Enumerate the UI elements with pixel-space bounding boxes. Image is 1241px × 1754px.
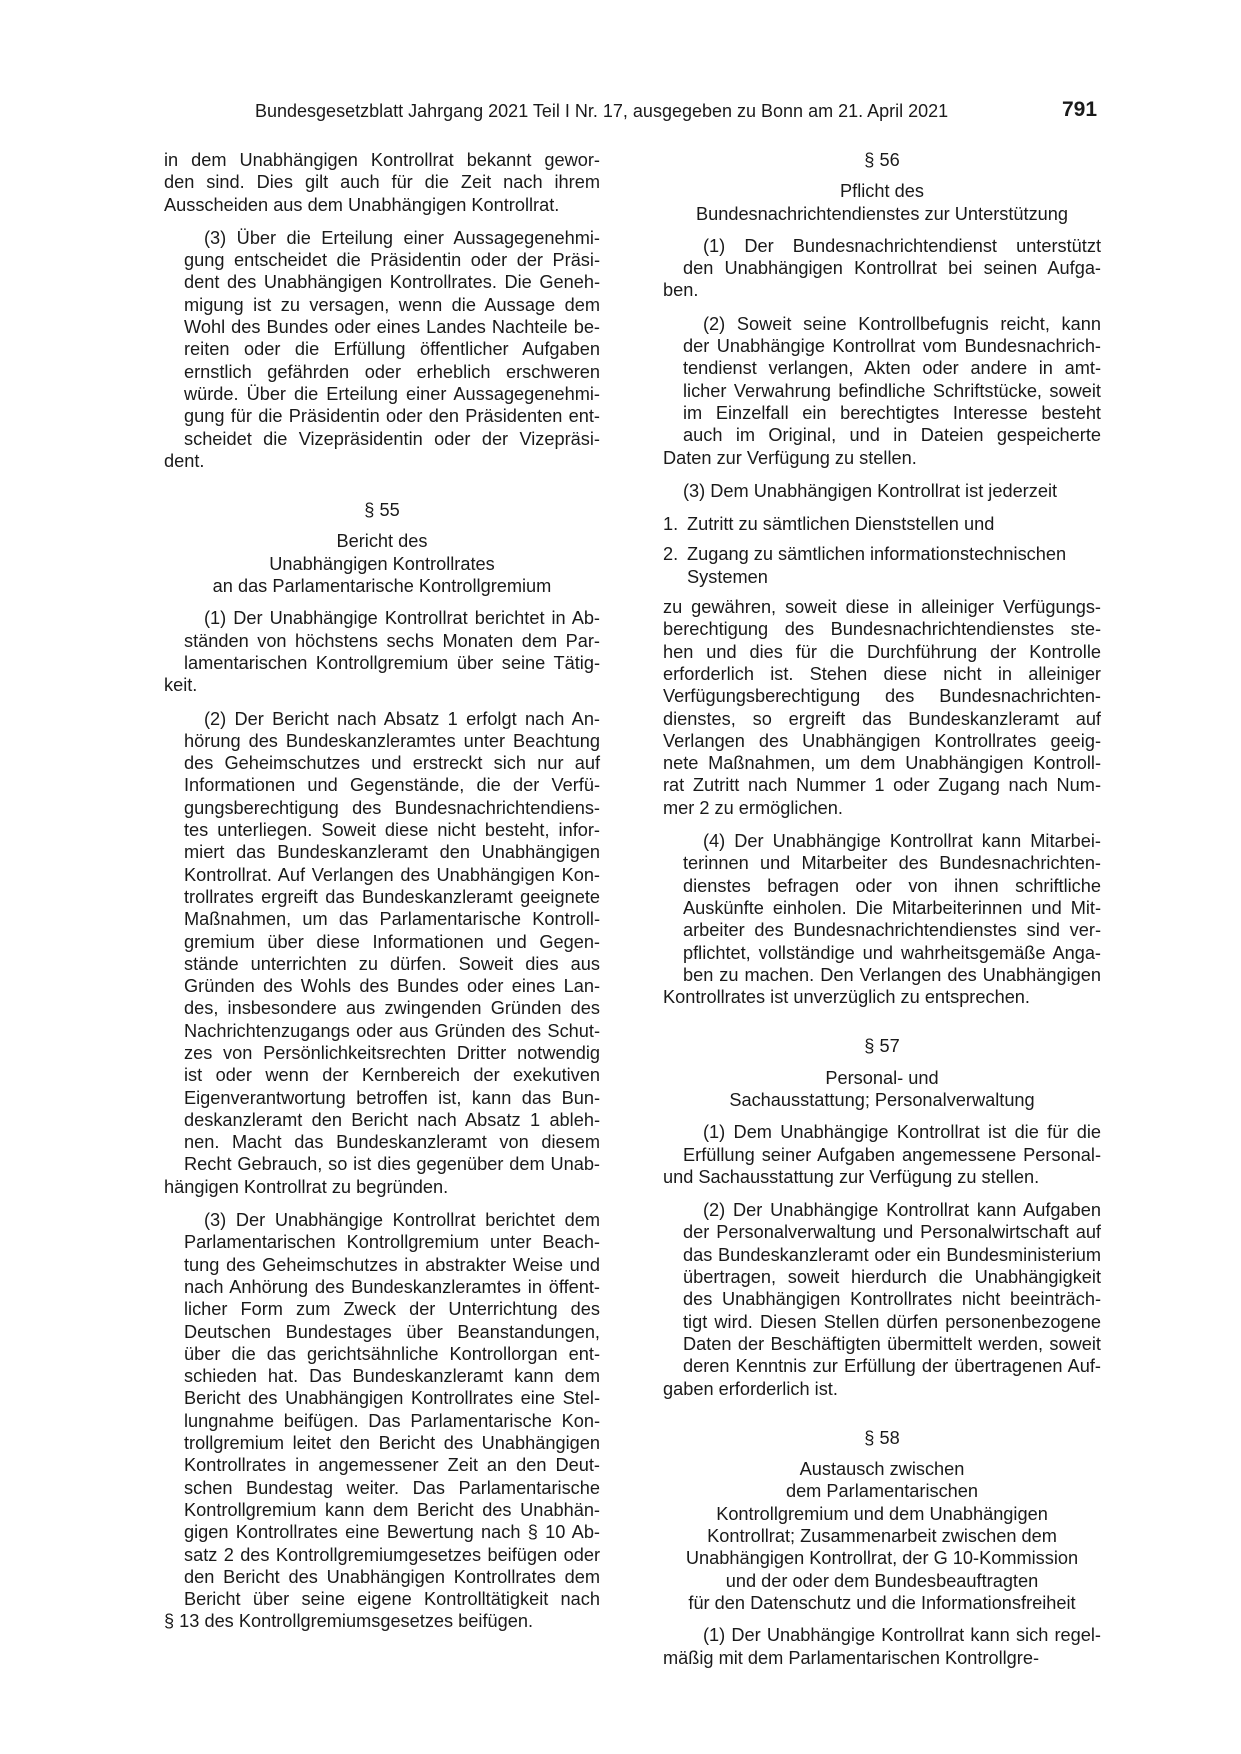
section-number: § 55 [364, 500, 400, 521]
text-line: ständen von höchstens sechs Monaten dem Par- [184, 630, 600, 651]
title-line: Bericht des [336, 531, 428, 552]
text-line: dent. [164, 450, 205, 471]
title-line: Personal- und [825, 1067, 939, 1088]
text-line: zu gewähren, soweit diese in alleiniger Verfügungs- [663, 597, 1101, 618]
paragraph [663, 313, 1101, 469]
text-line: trollgremium leitet den Bericht des Unabhängigen [184, 1433, 600, 1454]
paragraph [164, 607, 600, 696]
paragraph [663, 1624, 1101, 1669]
page-number: 791 [1062, 98, 1098, 121]
text-line: tes unterliegen. Soweit diese nicht besteht, infor- [184, 820, 600, 841]
text-line: (3) Über die Erteilung einer Aussagegenehmi- [204, 227, 600, 248]
title-line: Austausch zwischen [799, 1459, 965, 1480]
text-line: miert das Bundeskanzleramt den Unabhängigen [184, 842, 600, 863]
text-line: reiten oder die Erfüllung öffentlicher Aufgaben [184, 339, 600, 360]
text-line: nach Anhörung des Bundeskanzleramtes in öffent- [184, 1276, 600, 1297]
text-line: der Personalverwaltung und Personalwirtschaft auf [683, 1222, 1101, 1243]
text-line: das Bundeskanzleramt oder ein Bundesministerium [683, 1244, 1101, 1265]
text-line: Zutritt zu sämtlichen Dienststellen und [687, 514, 995, 535]
text-line: satz 2 des Kontrollgremiumgesetzes beifügen oder [184, 1544, 600, 1565]
text-line: übertragen, soweit hierdurch die Unabhängigkeit [683, 1267, 1101, 1288]
text-line: scheidet die Vizepräsidentin oder der Vizepräsi- [184, 428, 600, 449]
text-line: schen Bundestag weiter. Das Parlamentarische [184, 1477, 600, 1498]
paragraph [663, 596, 1101, 819]
text-line: rat Zutritt nach Nummer 1 oder Zugang nach Num- [663, 775, 1101, 796]
title-line: Kontrollrat; Zusammenarbeit zwischen dem [707, 1526, 1057, 1547]
text-line: dent des Unabhängigen Kontrollrates. Die Geneh- [184, 272, 600, 293]
paragraph [663, 235, 1101, 302]
text-line: Deutschen Bundestages über Beanstandungen, [184, 1321, 600, 1342]
text-line: Eigenverantwortung betroffen ist, kann das Bun- [184, 1087, 600, 1108]
text-line: lungnahme beifügen. Das Parlamentarische Kon- [184, 1410, 600, 1431]
text-line: deren Kenntnis zur Erfüllung der übertragenen Auf- [683, 1356, 1101, 1377]
text-line: (4) Der Unabhängige Kontrollrat kann Mitarbei- [703, 831, 1101, 852]
text-line: tung des Geheimschutzes in abstrakter Weise und [184, 1254, 600, 1275]
text-line: Daten der Beschäftigten übermittelt werden, soweit [683, 1333, 1101, 1354]
text-line: dienstes, so ergreift das Bundeskanzleramt auf [663, 708, 1101, 729]
paragraph [164, 1209, 600, 1633]
text-line: Kontrollgremium kann dem Bericht des Unabhän- [184, 1499, 600, 1520]
text-line: erforderlich ist. Stehen diese nicht in alleiniger [663, 663, 1101, 684]
list-item-number: 1. [663, 514, 679, 535]
text-line: gung für die Präsidentin oder den Präsidenten ent- [184, 406, 600, 427]
text-line: Bericht über seine eigene Kontrolltätigkeit nach [184, 1589, 600, 1610]
text-line: der Unabhängige Kontrollrat vom Bundesnachrich- [683, 336, 1101, 357]
paragraph [663, 1121, 1101, 1188]
text-line: tigt wird. Diesen Stellen dürfen personenbezogene [683, 1311, 1101, 1332]
text-line: hen und dies für die Durchführung der Kontrolle [663, 641, 1101, 662]
paragraph [663, 1199, 1101, 1400]
text-line: schieden hat. Das Bundeskanzleramt kann dem [184, 1366, 600, 1387]
text-line: (3) Der Unabhängige Kontrollrat berichtet dem [204, 1210, 600, 1231]
text-line: gungsberechtigung des Bundesnachrichtendiens- [184, 797, 600, 818]
text-line: § 13 des Kontrollgremiumsgesetzes beifügen. [164, 1611, 534, 1632]
title-line: für den Datenschutz und die Informationsfreiheit [688, 1592, 1076, 1613]
title-line: Unabhängigen Kontrollrat, der G 10-Kommission [685, 1548, 1079, 1569]
text-line: Auskünfte einholen. Die Mitarbeiterinnen und Mit- [683, 897, 1101, 918]
section-number: § 58 [864, 1427, 900, 1448]
text-line: den Unabhängigen Kontrollrat bei seinen Aufga- [683, 258, 1101, 279]
section-title [663, 180, 1101, 225]
list-item [663, 543, 1101, 588]
text-line: Parlamentarischen Kontrollgremium unter Beach- [184, 1232, 600, 1253]
text-line: terinnen und Mitarbeiter des Bundesnachrichten- [683, 853, 1101, 874]
text-line: trollrates ergreift das Bundeskanzleramt geeignete [184, 886, 600, 907]
text-line: Zugang zu sämtlichen informationstechnischen [687, 544, 1067, 565]
section-title [663, 1458, 1101, 1614]
text-line: mäßig mit dem Parlamentarischen Kontrollgre- [663, 1647, 1040, 1668]
paragraph [164, 708, 600, 1199]
text-line: (1) Dem Unabhängige Kontrollrat ist die für die [703, 1122, 1101, 1143]
text-line: des, insbesondere aus zwingenden Gründen des [184, 998, 600, 1019]
text-line: stände unterrichten zu dürfen. Soweit dies aus [184, 953, 600, 974]
numbered-list [663, 513, 1101, 588]
text-line: migung ist zu versagen, wenn die Aussage dem [184, 294, 600, 315]
text-line: gung entscheidet die Präsidentin oder der Präsi- [184, 250, 600, 271]
text-line: hörung des Bundeskanzleramtes unter Beachtung [184, 730, 600, 751]
list-item-text [687, 544, 1066, 586]
text-line: nen. Macht das Bundeskanzleramt von diesem [184, 1132, 600, 1153]
section-title [164, 530, 600, 597]
text-line: hängigen Kontrollrat zu begründen. [164, 1176, 449, 1197]
text-line: den sind. Dies gilt auch für die Zeit nach ihrem [164, 172, 600, 193]
text-line: Nachrichtenzugangs oder aus Gründen des Schut- [184, 1020, 600, 1041]
text-line: (2) Der Unabhängige Kontrollrat kann Aufgaben [703, 1200, 1101, 1221]
text-line: ernstlich gefährden oder erheblich erschweren [184, 361, 600, 382]
text-line: licher Form zum Zweck der Unterrichtung des [184, 1299, 600, 1320]
text-line: licher Verwahrung befindliche Schriftstücke, soweit [683, 380, 1101, 401]
text-line: (2) Der Bericht nach Absatz 1 erfolgt nach An- [204, 708, 600, 729]
text-line: Daten zur Verfügung zu stellen. [663, 447, 917, 468]
text-line: Ausscheiden aus dem Unabhängigen Kontrollrat. [164, 194, 560, 215]
title-line: dem Parlamentarischen [785, 1481, 979, 1502]
text-line: nete Maßnahmen, um dem Unabhängigen Kontroll- [663, 753, 1101, 774]
text-line: Systemen [687, 566, 768, 587]
text-line: Bericht des Unabhängigen Kontrollrates eine Stel- [184, 1388, 600, 1409]
text-line: des Geheimschutzes und erstreckt sich nur auf [184, 753, 600, 774]
title-line: Bundesnachrichtendienstes zur Unterstützung [695, 203, 1069, 224]
title-line: Unabhängigen Kontrollrates [269, 553, 495, 574]
text-line: Wohl des Bundes oder eines Landes Nachteile be- [184, 317, 600, 338]
section-number: § 57 [864, 1036, 900, 1057]
text-line: des Unabhängigen Kontrollrates nicht beeinträch- [683, 1289, 1101, 1310]
text-line: (1) Der Bundesnachrichtendienst unterstützt [703, 235, 1101, 256]
text-line: Verlangen des Unabhängigen Kontrollrates geeig- [663, 730, 1101, 751]
text-line: deskanzleramt den Bericht nach Absatz 1 ableh- [184, 1109, 600, 1130]
text-line: tendienst verlangen, Akten oder andere in amt- [683, 358, 1101, 379]
paragraph [663, 830, 1101, 1008]
list-item [663, 513, 1101, 535]
text-line: auch im Original, und in Dateien gespeicherte [683, 425, 1101, 446]
paragraph [164, 227, 600, 472]
text-line: Maßnahmen, um das Parlamentarische Kontroll- [184, 909, 600, 930]
text-line: (1) Der Unabhängige Kontrollrat kann sich regel- [703, 1625, 1101, 1646]
paragraph: (3) Dem Unabhängigen Kontrollrat ist jederzeit [683, 480, 1058, 501]
title-line: Kontrollgremium und dem Unabhängigen [716, 1503, 1048, 1524]
text-line: ben zu machen. Den Verlangen des Unabhängigen [683, 964, 1101, 985]
section-number: § 56 [864, 150, 900, 170]
text-line: über die das gerichtsähnliche Kontrollorgan ent- [184, 1343, 600, 1364]
text-line: gaben erforderlich ist. [663, 1378, 838, 1399]
text-line: lamentarischen Kontrollgremium über seine Tätig- [184, 652, 600, 673]
text-line: Erfüllung seiner Aufgaben angemessene Personal- [683, 1144, 1101, 1165]
text-line: gigen Kontrollrates eine Bewertung nach § 10 Ab- [184, 1522, 600, 1543]
text-line: ist oder wenn der Kernbereich der exekutiven [184, 1065, 600, 1086]
paragraph [164, 149, 600, 216]
title-line: und der oder dem Bundesbeauftragten [725, 1570, 1039, 1591]
text-line: Gründen des Wohls des Bundes oder eines Lan- [184, 976, 600, 997]
left-column [164, 149, 600, 1644]
text-line: Kontrollrates in angemessener Zeit an den Deut- [184, 1455, 600, 1476]
title-line: Pflicht des [840, 181, 924, 202]
text-line: würde. Über die Erteilung einer Aussagegenehmi- [184, 383, 600, 404]
title-line: an das Parlamentarische Kontrollgremium [212, 576, 552, 597]
right-column [663, 149, 1101, 1680]
list-item-text [687, 514, 994, 534]
text-line: Recht Gebrauch, so ist dies gegenüber dem Unab- [184, 1154, 600, 1175]
list-item-number: 2. [663, 544, 679, 565]
text-line: (2) Soweit seine Kontrollbefugnis reicht, kann [703, 313, 1101, 334]
text-line: mer 2 zu ermöglichen. [663, 797, 843, 818]
text-line: keit. [164, 675, 198, 696]
text-line: Verfügungsberechtigung des Bundesnachrichten- [663, 686, 1101, 707]
text-line: im Einzelfall ein berechtigtes Interesse besteht [683, 402, 1101, 423]
text-line: ben. [663, 280, 699, 301]
text-line: (1) Der Unabhängige Kontrollrat berichtet in Ab- [204, 608, 600, 629]
text-line: Kontrollrat. Auf Verlangen des Unabhängigen Kon- [184, 864, 600, 885]
text-line: Informationen und Gegenstände, die der Verfü- [184, 775, 600, 796]
text-line: arbeiter des Bundesnachrichtendienstes sind ver- [683, 920, 1101, 941]
text-line: und Sachausstattung zur Verfügung zu stellen. [663, 1166, 1040, 1187]
text-line: pflichtet, vollständige und wahrheitsgemäße Anga- [683, 942, 1101, 963]
text-line: zes von Persönlichkeitsrechten Dritter notwendig [184, 1042, 600, 1063]
text-line: gremium über diese Informationen und Gegen- [184, 931, 600, 952]
text-line: in dem Unabhängigen Kontrollrat bekannt gewor- [164, 150, 600, 170]
running-head: Bundesgesetzblatt Jahrgang 2021 Teil I Nr. 17, ausgegeben zu Bonn am 21. April 2021 [255, 101, 949, 121]
text-line: den Bericht des Unabhängigen Kontrollrates dem [184, 1566, 600, 1587]
text-line: Kontrollrates ist unverzüglich zu entsprechen. [663, 987, 1030, 1008]
text-line: berechtigung des Bundesnachrichtendienstes ste- [663, 619, 1101, 640]
section-title [663, 1067, 1101, 1112]
text-line: dienstes befragen oder von ihnen schriftliche [683, 875, 1101, 896]
title-line: Sachausstattung; Personalverwaltung [729, 1089, 1035, 1110]
